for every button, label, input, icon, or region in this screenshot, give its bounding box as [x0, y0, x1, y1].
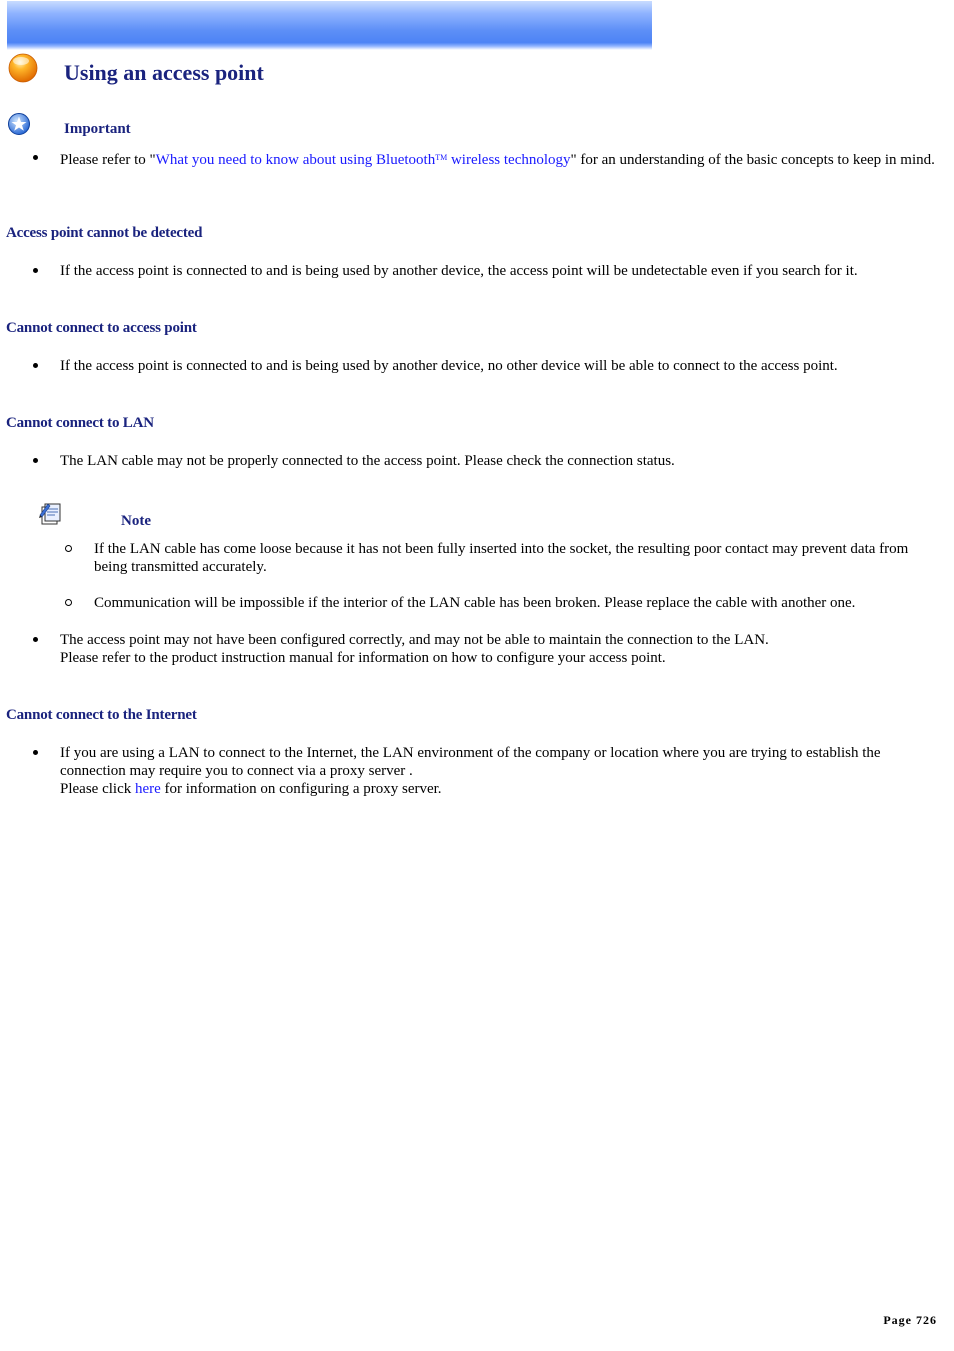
page-number: Page 726 [883, 1313, 937, 1327]
circle-bullet [65, 545, 72, 552]
section-heading-cannot-connect-ap: Cannot connect to access point [6, 320, 197, 336]
list-item: The LAN cable may not be properly connected to the access point. Please check the connection status. [60, 453, 675, 469]
list-item-line: If you are using a LAN to connect to the Internet, the LAN environment of the company or location where you are trying to establish the connection may require you to connect via a proxy server . [60, 745, 881, 779]
important-label: Important [64, 121, 131, 137]
list-item-line [60, 780, 948, 798]
list-item [60, 631, 948, 667]
list-item: If the access point is connected to and is being used by another device, the access point will be undetectable even if you search for it. [60, 263, 858, 279]
list-item-line: Please refer to the product instruction manual for information on how to configure your access point. [60, 650, 666, 666]
note-item: Communication will be impossible if the interior of the LAN cable has been broken. Please replace the cable with another one. [94, 595, 856, 611]
proxy-help-link[interactable]: here [134, 781, 161, 797]
section-heading-cannot-connect-lan: Cannot connect to LAN [6, 415, 154, 431]
section-heading-not-detected: Access point cannot be detected [6, 225, 203, 241]
circle-bullet [65, 599, 72, 606]
list-item-line: The access point may not have been configured correctly, and may not be able to maintain the connection to the LAN. [60, 632, 769, 648]
bullet [33, 363, 38, 368]
important-text [60, 149, 948, 169]
bluetooth-basics-link[interactable] [156, 152, 571, 168]
important-text-after: " for an understanding of the basic concepts to keep in mind. [570, 152, 935, 168]
note-label: Note [121, 513, 151, 529]
list-item: If the access point is connected to and is being used by another device, no other device will be able to connect to the access point. [60, 358, 838, 374]
note-item: If the LAN cable has come loose because it has not been fully inserted into the socket, the resulting poor contact may prevent data from being transmitted accurately. [94, 541, 909, 575]
bullet [33, 637, 38, 642]
bullet [33, 458, 38, 463]
click-prefix: Please click [60, 781, 135, 797]
link-text-part1: What you need to know about using Bluetooth [155, 152, 436, 168]
section-heading-cannot-connect-internet: Cannot connect to the Internet [6, 707, 197, 723]
note-pad-icon [38, 501, 64, 527]
trademark-mark: TM [435, 153, 448, 162]
link-text-part2: wireless technology [447, 152, 571, 168]
click-suffix: for information on configuring a proxy server. [160, 781, 442, 797]
important-text-before: Please refer to " [60, 152, 156, 168]
orange-orb-icon [8, 53, 38, 83]
header-banner [7, 1, 652, 50]
bullet [33, 155, 38, 160]
bullet [33, 268, 38, 273]
list-item [60, 744, 948, 798]
bullet [33, 750, 38, 755]
page-title: Using an access point [64, 60, 264, 85]
star-badge-icon [7, 112, 31, 136]
